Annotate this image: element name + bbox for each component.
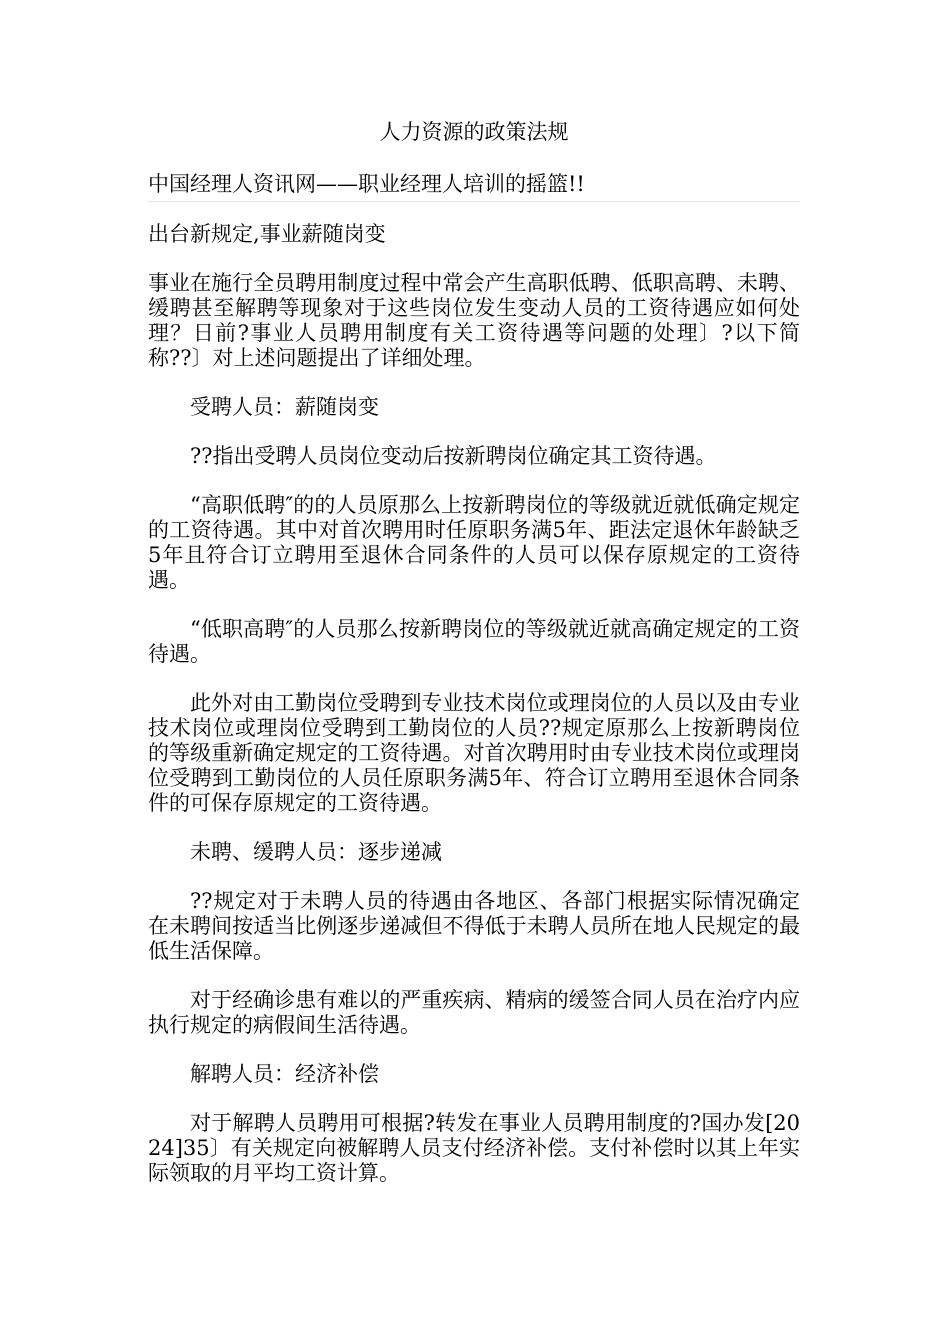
subheading-dismissed: 解聘人员：经济补偿 bbox=[190, 1062, 379, 1086]
section-heading: 出台新规定,事业薪随岗变 bbox=[148, 222, 386, 246]
document-title: 人力资源的政策法规 bbox=[379, 120, 569, 144]
document-page bbox=[148, 118, 800, 1210]
subheading-unhired: 未聘、缓聘人员：逐步递减 bbox=[190, 840, 442, 864]
paragraph: ??规定对于未聘人员的待遇由各地区、各部门根据实际情况确定在未聘间按适当比例逐步递减但不得低于未聘人员所在地人民规定的最低生活保障。 bbox=[148, 889, 800, 963]
paragraph: ??指出受聘人员岗位变动后按新聘岗位确定其工资待遇。 bbox=[190, 444, 717, 468]
paragraph: 此外对由工勤岗位受聘到专业技术岗位或理岗位的人员以及由专业技术岗位或理岗位受聘到工勤岗位的人员??规定原那么上按新聘岗位的等级重新确定规定的工资待遇。对首次聘用时由专业技术岗位或理岗位受聘到工勤岗位的人员任原职务满5年、符合订立聘用至退休合同条件的可保存原规定的工资待遇。 bbox=[148, 691, 800, 815]
subheading-hired: 受聘人员：薪随岗变 bbox=[190, 395, 379, 419]
site-header: 中国经理人资讯网——职业经理人培训的摇篮!! bbox=[148, 170, 800, 202]
paragraph: 对于经确诊患有难以的严重疾病、精病的缓签合同人员在治疗内应执行规定的病假间生活待遇。 bbox=[148, 988, 800, 1037]
paragraph: “高职低聘″的的人员原那么上按新聘岗位的等级就近就低确定规定的工资待遇。其中对首次聘用时任原职务满5年、距法定退休年龄缺乏5年且符合订立聘用至退休合同条件的人员可以保存原规定的工资待遇。 bbox=[148, 493, 800, 592]
paragraph: “低职高聘″的人员那么按新聘岗位的等级就近就高确定规定的工资待遇。 bbox=[148, 617, 800, 666]
paragraph: 对于解聘人员聘用可根据?转发在事业人员聘用制度的?国办发[2024]35〕有关规定向被解聘人员支付经济补偿。支付补偿时以其上年实际领取的月平均工资计算。 bbox=[148, 1111, 800, 1185]
intro-paragraph: 事业在施行全员聘用制度过程中常会产生高职低聘、低职高聘、未聘、缓聘甚至解聘等现象对于这些岗位发生变动人员的工资待遇应如何处理？日前?事业人员聘用制度有关工资待遇等问题的处理〕?以下简称??〕对上述问题提出了详细处理。 bbox=[148, 271, 800, 370]
